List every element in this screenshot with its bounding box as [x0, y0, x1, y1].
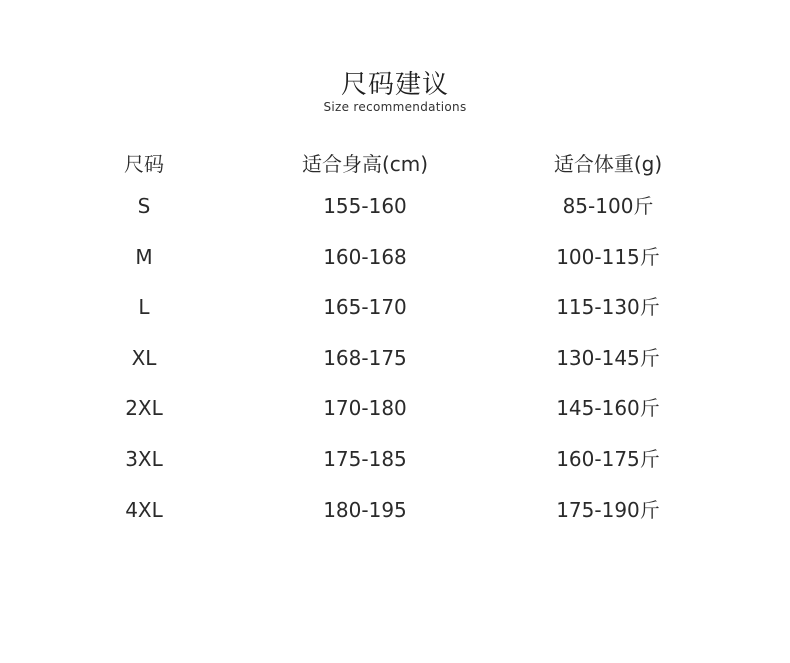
weight-cell: 115-130斤 — [556, 295, 660, 320]
weight-cell: 130-145斤 — [556, 345, 660, 370]
height-cell: 175-185 — [323, 446, 407, 471]
table-row — [0, 392, 790, 443]
table-row — [0, 190, 790, 241]
size-cell: 3XL — [125, 446, 163, 471]
weight-cell: 100-115斤 — [556, 244, 660, 269]
weight-cell: 175-190斤 — [556, 497, 660, 522]
table-row — [0, 291, 790, 342]
table-row — [0, 241, 790, 292]
size-cell: 4XL — [125, 497, 163, 522]
size-cell: XL — [131, 345, 157, 370]
size-cell: 2XL — [125, 396, 163, 421]
page-subtitle: Size recommendations — [323, 100, 467, 114]
height-cell: 180-195 — [323, 497, 407, 522]
size-cell: S — [137, 194, 151, 218]
size-table — [0, 148, 790, 544]
weight-cell: 160-175斤 — [556, 446, 660, 471]
height-cell: 168-175 — [323, 345, 407, 370]
table-header — [0, 148, 790, 180]
page-title: 尺码建议 — [340, 70, 449, 100]
weight-cell: 145-160斤 — [556, 396, 660, 421]
height-cell: 155-160 — [323, 194, 407, 218]
column-header-size: 尺码 — [124, 152, 164, 176]
column-header-weight: 适合体重(g) — [553, 152, 663, 176]
size-cell: L — [138, 295, 150, 320]
table-row — [0, 443, 790, 494]
size-cell: M — [135, 244, 153, 269]
table-row — [0, 342, 790, 393]
weight-cell: 85-100斤 — [562, 194, 654, 218]
height-cell: 170-180 — [323, 396, 407, 421]
table-row — [0, 494, 790, 545]
height-cell: 165-170 — [323, 295, 407, 320]
height-cell: 160-168 — [323, 244, 407, 269]
column-header-height: 适合身高(cm) — [301, 152, 429, 176]
